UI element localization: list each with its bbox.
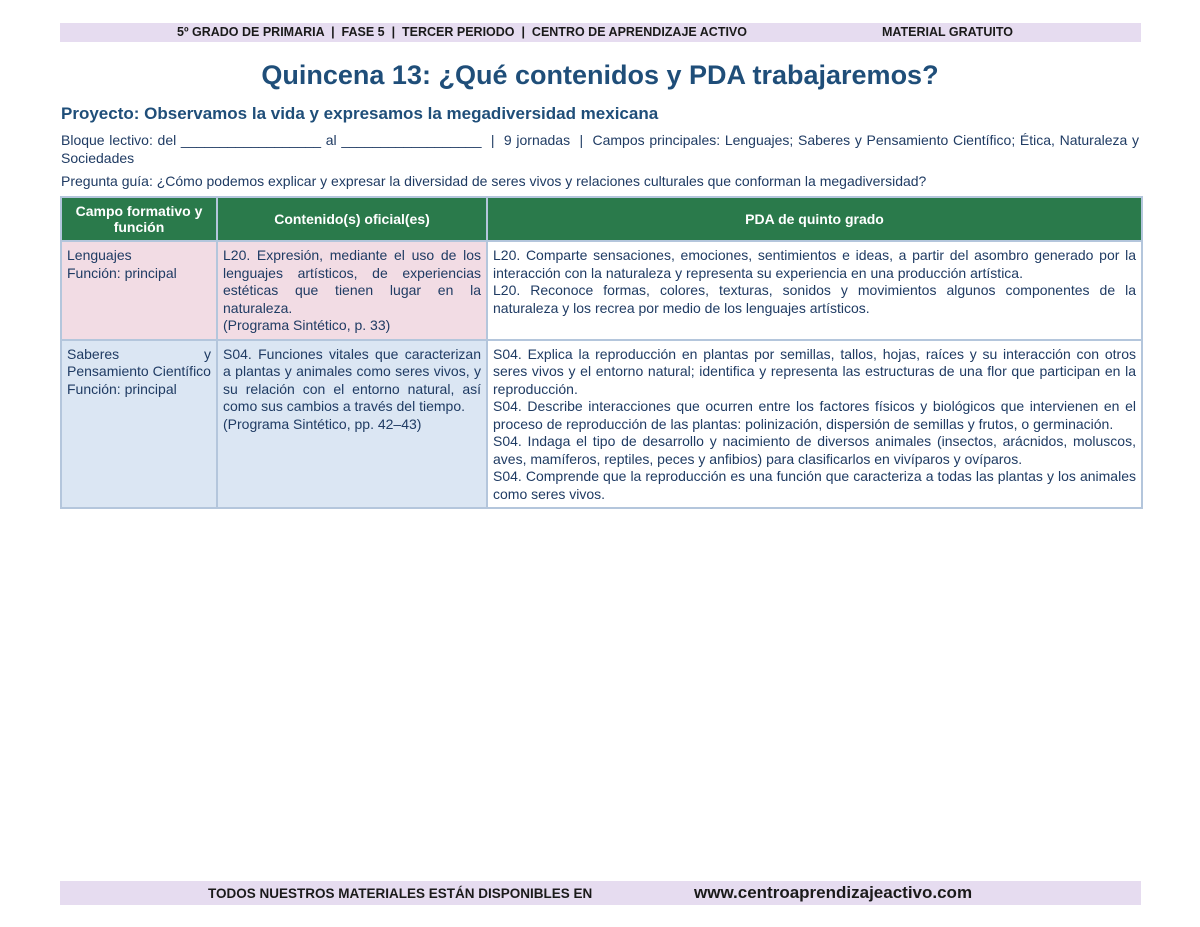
contenido-cell <box>217 340 487 509</box>
contenido-cell <box>217 241 487 340</box>
campo-funcion: Función: principal <box>67 380 177 397</box>
footer-bar <box>60 881 1141 905</box>
header-pda: PDA de quinto grado <box>487 197 1142 241</box>
bloque-lectivo: Bloque lectivo: del __________________ al __________________ | 9 jornadas | Campos principales: Lenguajes; Saberes y Pensamiento Científico; Ética, Naturaleza y Sociedades <box>61 132 1143 166</box>
header-campo: Campo formativo y función <box>61 197 217 241</box>
pregunta-guia: Pregunta guía: ¿Cómo podemos explicar y expresar la diversidad de seres vivos y relaciones culturales que conforman la megadiversidad? <box>61 173 927 189</box>
header-contenido: Contenido(s) oficial(es) <box>217 197 487 241</box>
contents-table <box>60 196 1143 509</box>
header-bar <box>60 23 1141 42</box>
contenido-source: (Programa Sintético, pp. 42–43) <box>223 415 422 432</box>
table-header-row <box>61 197 1142 241</box>
campo-name: Lenguajes <box>67 247 132 263</box>
pda-item: S04. Describe interacciones que ocurren entre los factores físicos y biológicos que intervienen en el proceso de reproducción de las plantas: polinización, dispersión de semillas y frutos, o germinación. <box>493 398 1136 432</box>
footer-url-link[interactable]: www.centroaprendizajeactivo.com <box>694 883 973 902</box>
header-free-material: MATERIAL GRATUITO <box>882 25 1014 39</box>
contenido-text: S04. Funciones vitales que caracterizan a plantas y animales como seres vivos, y su relación con el entorno natural, así como sus cambios a través del tiempo. <box>223 345 481 414</box>
contenido-source: (Programa Sintético, p. 33) <box>223 317 391 333</box>
pda-item: L20. Comparte sensaciones, emociones, sentimientos e ideas, a partir del asombro generado por la interacción con la naturaleza y representa su experiencia en una producción artística. <box>493 247 1136 281</box>
project-title: Proyecto: Observamos la vida y expresamos la megadiversidad mexicana <box>61 104 659 123</box>
pda-item: S04. Indaga el tipo de desarrollo y nacimiento de diversos animales (insectos, arácnidos, moluscos, aves, mamíferos, reptiles, peces y anfibios) para clasificarlos en vivíparos y ovíparos. <box>493 433 1136 467</box>
contenido-text: L20. Expresión, mediante el uso de los lenguajes artísticos, de experiencias estéticas que tienen lugar en la naturaleza. <box>223 247 481 316</box>
footer-message: TODOS NUESTROS MATERIALES ESTÁN DISPONIBLES EN <box>208 886 593 901</box>
pda-item: L20. Reconoce formas, colores, texturas, sonidos y movimientos algunos componentes de la naturaleza y los recrea por medio de los lenguajes artísticos. <box>493 282 1136 316</box>
pda-cell <box>487 340 1142 509</box>
page-title: Quincena 13: ¿Qué contenidos y PDA trabajaremos? <box>261 60 939 90</box>
table-row <box>61 340 1142 509</box>
campo-funcion: Función: principal <box>67 264 177 281</box>
pda-item: S04. Explica la reproducción en plantas por semillas, tallos, hojas, raíces y su interacción con otros seres vivos y el entorno natural; identifica y representa las estructuras de una flor que participan en la reproducción. <box>493 345 1136 397</box>
campo-name: Saberes y Pensamiento Científico <box>67 345 211 379</box>
pda-item: S04. Comprende que la reproducción es una función que caracteriza a todas las plantas y los animales como seres vivos. <box>493 468 1136 502</box>
campo-cell <box>61 340 217 509</box>
table-row <box>61 241 1142 340</box>
campo-cell <box>61 241 217 340</box>
pda-cell <box>487 241 1142 340</box>
header-info: 5º GRADO DE PRIMARIA | FASE 5 | TERCER PERIODO | CENTRO DE APRENDIZAJE ACTIVO <box>177 25 747 39</box>
